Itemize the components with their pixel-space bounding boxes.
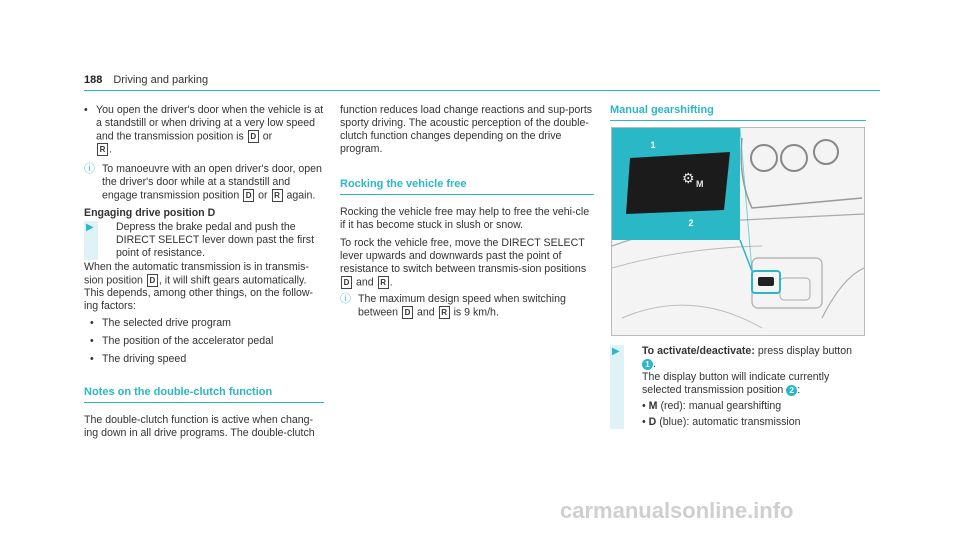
para-rocking-1: Rocking the vehicle free may help to free the vehi-cle if it has become stuck in slush or snow. xyxy=(340,206,590,231)
key-d-icon: D xyxy=(341,276,352,289)
column-3 xyxy=(610,104,866,121)
column-2 xyxy=(340,104,594,320)
factor-item: • The position of the accelerator pedal xyxy=(90,335,324,348)
gearshift-illustration xyxy=(611,127,865,336)
callout-2-icon: 2 xyxy=(786,385,797,396)
option-automatic: • D (blue): automatic transmission xyxy=(610,413,866,429)
info-icon: ⓘ xyxy=(340,293,351,306)
gear-icon: ⚙ xyxy=(682,170,695,186)
key-d-icon: D xyxy=(243,189,254,202)
step-depress-brake: ▶ Depress the brake pedal and push the DIRECT SELECT lever down past the first point of resistance. xyxy=(84,221,324,260)
para-rocking-2: To rock the vehicle free, move the DIRECT SELECT lever upwards and downwards past the point of resistance to switch between transmis-sion positions D and R . xyxy=(340,237,587,289)
chapter-title: Driving and parking xyxy=(113,74,209,86)
key-r-icon: R xyxy=(439,306,450,319)
para-automatic: When the automatic transmission is in transmis-sion position D , it will shift gears automatically. This depends, among other things, on the follow-ing factors: xyxy=(84,260,314,313)
bullet-open-door: • You open the driver's door when the vehicle is at a standstill or when driving at a very low speed and the transmission position is D or R . xyxy=(84,104,324,157)
callout-1-icon: 1 xyxy=(642,359,653,370)
key-d-icon: D xyxy=(147,274,158,287)
key-r-icon: R xyxy=(97,143,108,156)
para-double-clutch: The double-clutch function is active when chang-ing down in all drive programs. The double-clutch xyxy=(84,414,315,440)
section-heading-double-clutch: Notes on the double-clutch function xyxy=(84,386,324,403)
step-arrow-icon: ▶ xyxy=(612,346,620,357)
section-heading-manual: Manual gearshifting xyxy=(610,104,866,121)
para-display-indicates: The display button will indicate currently selected transmission position 2 : xyxy=(610,371,866,397)
column-1 xyxy=(84,104,324,440)
callout-2-icon: 2 xyxy=(684,216,698,230)
key-r-icon: R xyxy=(272,189,283,202)
page-header xyxy=(84,74,880,91)
callout-1-icon: 1 xyxy=(646,138,660,152)
watermark: carmanualsonline.info xyxy=(560,498,794,523)
step-arrow-icon: ▶ xyxy=(86,221,94,233)
key-r-icon: R xyxy=(378,276,389,289)
note-manoeuvre: ⓘ To manoeuvre with an open driver's door, open the driver's door while at a standstill and engage transmission position D or R again. xyxy=(84,162,322,201)
factor-item: • The selected drive program xyxy=(90,317,324,330)
sub-heading-engaging-d: Engaging drive position D xyxy=(84,206,216,219)
page-number: 188 xyxy=(84,74,103,86)
display-m-label: M xyxy=(696,179,704,189)
step-activate: ▶ To activate/deactivate: press display button 1 . xyxy=(610,345,866,371)
activate-step-block xyxy=(610,345,866,441)
key-d-icon: D xyxy=(248,130,259,143)
section-heading-rocking: Rocking the vehicle free xyxy=(340,178,594,195)
key-d-icon: D xyxy=(402,306,413,319)
dashboard-drawing xyxy=(612,128,864,335)
note-max-speed: ⓘ The maximum design speed when switching between D and R is 9 km/h. xyxy=(340,293,566,319)
para-double-clutch-cont: function reduces load change reactions and sup-ports sporty driving. The acoustic perception of the double-clutch function changes depending on the drive program. xyxy=(340,104,593,155)
factor-item: • The driving speed xyxy=(90,353,324,366)
option-manual: • M (red): manual gearshifting xyxy=(610,397,866,413)
info-icon: ⓘ xyxy=(84,162,95,175)
